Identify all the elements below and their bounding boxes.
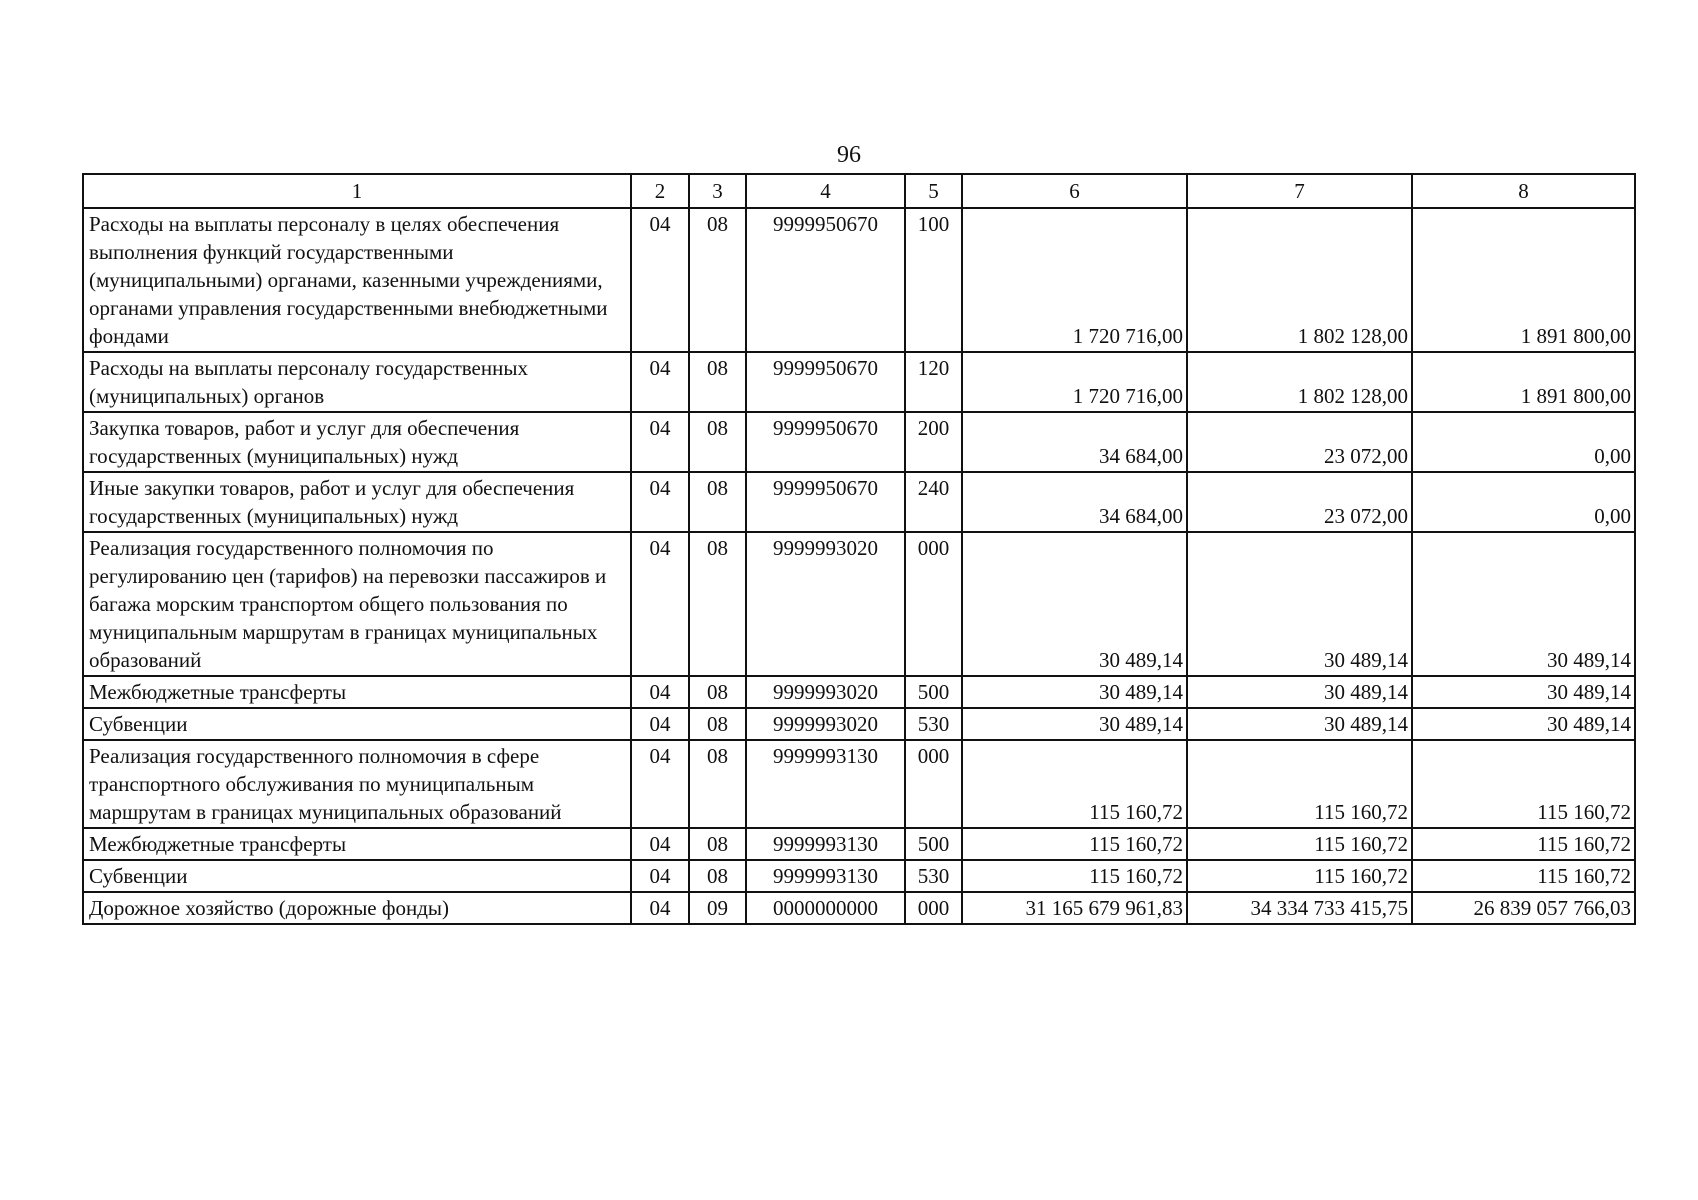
column-header: 6: [962, 174, 1187, 208]
row-expense-type-code: 000: [905, 892, 962, 924]
row-amount-col7: 1 802 128,00: [1187, 352, 1412, 412]
row-amount-col7: 30 489,14: [1187, 708, 1412, 740]
table-row: [83, 352, 1635, 412]
row-expense-type-code: 500: [905, 676, 962, 708]
table-row: [83, 828, 1635, 860]
row-name: Расходы на выплаты персоналу в целях обеспечения выполнения функций государственными (муниципальными) органами, казенными учреждениями, органами управления государственными внебюджетными фондами: [83, 208, 631, 352]
row-section-code: 04: [631, 412, 689, 472]
column-header: 8: [1412, 174, 1635, 208]
row-expense-type-code: 500: [905, 828, 962, 860]
row-name: Реализация государственного полномочия по регулированию цен (тарифов) на перевозки пассажиров и багажа морским транспортом общего пользования по муниципальным маршрутам в границах муниципальных образований: [83, 532, 631, 676]
header-row: [83, 174, 1635, 208]
row-amount-col6: 34 684,00: [962, 412, 1187, 472]
row-subsection-code: 08: [689, 412, 746, 472]
row-amount-col7: 30 489,14: [1187, 676, 1412, 708]
column-header: 4: [746, 174, 905, 208]
row-expense-type-code: 530: [905, 708, 962, 740]
row-amount-col7: 115 160,72: [1187, 828, 1412, 860]
row-subsection-code: 08: [689, 352, 746, 412]
row-subsection-code: 08: [689, 860, 746, 892]
table-row: [83, 208, 1635, 352]
row-section-code: 04: [631, 208, 689, 352]
row-section-code: 04: [631, 676, 689, 708]
row-amount-col8: 30 489,14: [1412, 708, 1635, 740]
row-amount-col6: 115 160,72: [962, 740, 1187, 828]
row-amount-col8: 1 891 800,00: [1412, 208, 1635, 352]
row-subsection-code: 08: [689, 208, 746, 352]
row-target-code: 9999993020: [746, 532, 905, 676]
row-amount-col8: 0,00: [1412, 472, 1635, 532]
row-target-code: 9999993020: [746, 708, 905, 740]
row-subsection-code: 08: [689, 472, 746, 532]
table-row: [83, 676, 1635, 708]
row-target-code: 0000000000: [746, 892, 905, 924]
row-amount-col6: 115 160,72: [962, 828, 1187, 860]
row-amount-col7: 23 072,00: [1187, 412, 1412, 472]
table-row: [83, 412, 1635, 472]
row-amount-col7: 1 802 128,00: [1187, 208, 1412, 352]
row-amount-col6: 30 489,14: [962, 532, 1187, 676]
row-amount-col7: 30 489,14: [1187, 532, 1412, 676]
column-header: 3: [689, 174, 746, 208]
row-amount-col6: 30 489,14: [962, 676, 1187, 708]
row-target-code: 9999950670: [746, 352, 905, 412]
table-row: [83, 472, 1635, 532]
row-name: Межбюджетные трансферты: [83, 828, 631, 860]
row-target-code: 9999993130: [746, 860, 905, 892]
table-row: [83, 860, 1635, 892]
row-name: Дорожное хозяйство (дорожные фонды): [83, 892, 631, 924]
budget-table: [82, 173, 1636, 925]
row-expense-type-code: 000: [905, 740, 962, 828]
row-target-code: 9999993020: [746, 676, 905, 708]
row-amount-col8: 26 839 057 766,03: [1412, 892, 1635, 924]
column-header: 2: [631, 174, 689, 208]
row-amount-col8: 115 160,72: [1412, 740, 1635, 828]
row-section-code: 04: [631, 892, 689, 924]
column-header: 1: [83, 174, 631, 208]
row-name: Реализация государственного полномочия в сфере транспортного обслуживания по муниципальным маршрутам в границах муниципальных образований: [83, 740, 631, 828]
row-name: Межбюджетные трансферты: [83, 676, 631, 708]
row-amount-col7: 34 334 733 415,75: [1187, 892, 1412, 924]
row-section-code: 04: [631, 472, 689, 532]
row-target-code: 9999950670: [746, 208, 905, 352]
row-target-code: 9999950670: [746, 412, 905, 472]
row-amount-col8: 115 160,72: [1412, 828, 1635, 860]
row-name: Закупка товаров, работ и услуг для обеспечения государственных (муниципальных) нужд: [83, 412, 631, 472]
page-number: 96: [837, 142, 861, 168]
column-header: 7: [1187, 174, 1412, 208]
row-expense-type-code: 100: [905, 208, 962, 352]
row-section-code: 04: [631, 860, 689, 892]
row-amount-col6: 31 165 679 961,83: [962, 892, 1187, 924]
row-section-code: 04: [631, 828, 689, 860]
row-section-code: 04: [631, 740, 689, 828]
row-expense-type-code: 200: [905, 412, 962, 472]
row-expense-type-code: 000: [905, 532, 962, 676]
row-section-code: 04: [631, 532, 689, 676]
row-subsection-code: 08: [689, 676, 746, 708]
row-amount-col7: 23 072,00: [1187, 472, 1412, 532]
row-amount-col8: 0,00: [1412, 412, 1635, 472]
row-amount-col7: 115 160,72: [1187, 740, 1412, 828]
row-amount-col6: 1 720 716,00: [962, 352, 1187, 412]
row-target-code: 9999950670: [746, 472, 905, 532]
row-name: Расходы на выплаты персоналу государственных (муниципальных) органов: [83, 352, 631, 412]
row-target-code: 9999993130: [746, 740, 905, 828]
row-name: Субвенции: [83, 708, 631, 740]
table-row: [83, 892, 1635, 924]
row-expense-type-code: 240: [905, 472, 962, 532]
row-amount-col8: 115 160,72: [1412, 860, 1635, 892]
table-row: [83, 708, 1635, 740]
row-subsection-code: 09: [689, 892, 746, 924]
row-amount-col6: 115 160,72: [962, 860, 1187, 892]
row-name: Иные закупки товаров, работ и услуг для обеспечения государственных (муниципальных) нужд: [83, 472, 631, 532]
row-target-code: 9999993130: [746, 828, 905, 860]
row-section-code: 04: [631, 352, 689, 412]
row-expense-type-code: 530: [905, 860, 962, 892]
row-section-code: 04: [631, 708, 689, 740]
row-subsection-code: 08: [689, 828, 746, 860]
row-name: Субвенции: [83, 860, 631, 892]
row-amount-col6: 30 489,14: [962, 708, 1187, 740]
row-amount-col8: 30 489,14: [1412, 676, 1635, 708]
row-subsection-code: 08: [689, 708, 746, 740]
row-amount-col7: 115 160,72: [1187, 860, 1412, 892]
row-amount-col8: 30 489,14: [1412, 532, 1635, 676]
column-header: 5: [905, 174, 962, 208]
table-row: [83, 740, 1635, 828]
table-row: [83, 532, 1635, 676]
row-amount-col6: 34 684,00: [962, 472, 1187, 532]
row-subsection-code: 08: [689, 740, 746, 828]
row-amount-col8: 1 891 800,00: [1412, 352, 1635, 412]
row-subsection-code: 08: [689, 532, 746, 676]
row-expense-type-code: 120: [905, 352, 962, 412]
row-amount-col6: 1 720 716,00: [962, 208, 1187, 352]
